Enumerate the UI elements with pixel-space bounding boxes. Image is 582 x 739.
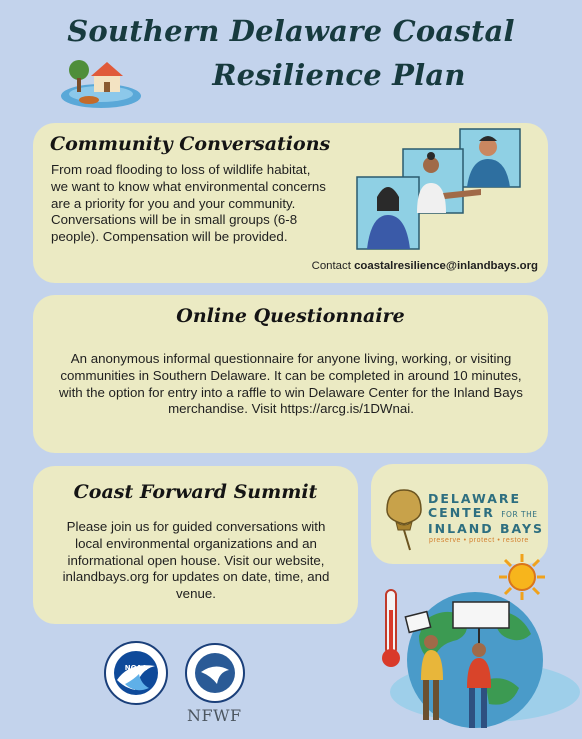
globe-icon [345, 580, 582, 739]
noaa-logo [103, 640, 169, 706]
dcib-line3: INLAND BAYS [428, 521, 545, 536]
contact-email-link[interactable]: coastalresilience@inlandbays.org [354, 260, 538, 272]
contact-line [312, 260, 538, 272]
community-conversations-body: From road flooding to loss of wildlife habitat, we want to know what environmental concerns are a priority for you and your community. Conversations will be in small groups (6-8 people). Compensation will be provided. [51, 162, 326, 245]
nfwf-logo [183, 642, 247, 704]
dcib-line1: DELAWARE [428, 491, 522, 506]
flooded-house-icon [57, 54, 141, 112]
noaa-logo-text: NOAA [124, 664, 148, 672]
video-call-illustration [355, 127, 535, 255]
coast-forward-summit-card [33, 466, 358, 624]
dcib-line2-small: FOR THE [501, 510, 538, 519]
contact-label: Contact [311, 260, 351, 272]
dcib-line2: CENTER [428, 505, 495, 520]
coast-forward-summit-heading: Coast Forward Summit [73, 481, 318, 503]
dcib-tagline: preserve • protect • restore [429, 537, 529, 544]
page-title-line2: Resilience Plan [212, 58, 466, 92]
online-questionnaire-card [33, 295, 548, 453]
dcib-name [428, 492, 544, 536]
community-conversations-heading: Community Conversations [50, 133, 331, 155]
coast-forward-summit-body: Please join us for guided conversations with local environmental organizations and an informational open house. Visit our website, inlandbays.org for updates on date, time, and venue. [62, 519, 330, 602]
community-conversations-card [33, 123, 548, 283]
online-questionnaire-heading: Online Questionnaire [176, 305, 405, 327]
nfwf-logo-text: NFWF [187, 706, 242, 725]
dcib-logo-card [371, 464, 548, 564]
online-questionnaire-body: An anonymous informal questionnaire for anyone living, working, or visiting communities in Southern Delaware. It can be completed in around 10 minutes, with the option for entry into a raffle to win Delaware Center for the Inland Bays merchandise. Visit https://arcg.is/1DWnai. [59, 351, 523, 417]
dcib-line2-wrap [428, 506, 544, 522]
horseshoe-crab-icon [384, 486, 424, 552]
page-title-line1: Southern Delaware Coastal [67, 14, 515, 48]
